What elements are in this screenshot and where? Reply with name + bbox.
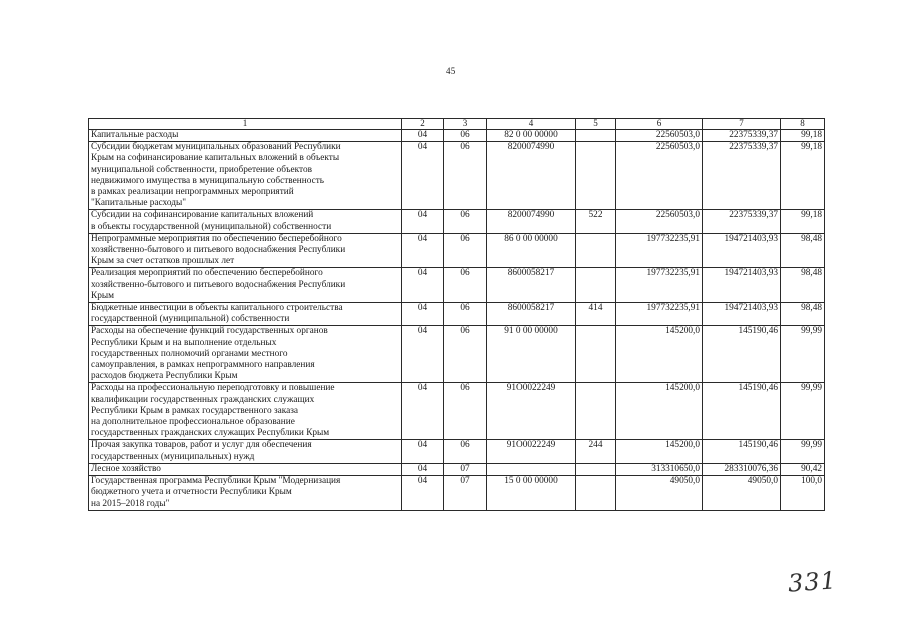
column-header: 3	[444, 119, 487, 130]
row-subsection: 06	[444, 268, 487, 303]
row-target-article: 8600058217	[487, 303, 576, 326]
column-header: 1	[89, 119, 402, 130]
row-section: 04	[402, 142, 444, 210]
handwritten-page-mark: 331	[787, 566, 838, 598]
row-description: Расходы на профессиональную переподготовку и повышение квалификации государственных гражданских служащих Республики Крым в рамках государственного заказа на дополнительное профессиональное образование государственных гражданских служащих Республики Крым	[89, 383, 402, 440]
row-planned-amount: 197732235,91	[616, 303, 703, 326]
row-percent: 99,99	[781, 326, 825, 383]
row-expense-type	[576, 130, 616, 142]
row-planned-amount: 145200,0	[616, 326, 703, 383]
row-subsection: 06	[444, 303, 487, 326]
row-section: 04	[402, 326, 444, 383]
column-header: 8	[781, 119, 825, 130]
row-section: 04	[402, 463, 444, 475]
row-expense-type	[576, 326, 616, 383]
row-planned-amount: 49050,0	[616, 476, 703, 511]
column-header: 6	[616, 119, 703, 130]
row-percent: 99,99	[781, 440, 825, 463]
row-section: 04	[402, 268, 444, 303]
row-description: Бюджетные инвестиции в объекты капитального строительства государственной (муниципальной) собственности	[89, 303, 402, 326]
row-subsection: 06	[444, 383, 487, 440]
row-actual-amount: 145190,46	[703, 440, 781, 463]
row-subsection: 06	[444, 142, 487, 210]
row-subsection: 07	[444, 463, 487, 475]
table-row	[89, 268, 825, 303]
row-actual-amount: 194721403,93	[703, 268, 781, 303]
row-expense-type	[576, 383, 616, 440]
row-section: 04	[402, 303, 444, 326]
row-section: 04	[402, 383, 444, 440]
row-planned-amount: 22560503,0	[616, 130, 703, 142]
row-actual-amount: 194721403,93	[703, 233, 781, 268]
row-actual-amount: 283310076,36	[703, 463, 781, 475]
row-subsection: 06	[444, 233, 487, 268]
row-planned-amount: 145200,0	[616, 383, 703, 440]
row-percent: 98,48	[781, 268, 825, 303]
table-row	[89, 440, 825, 463]
row-section: 04	[402, 130, 444, 142]
column-header: 7	[703, 119, 781, 130]
row-description: Прочая закупка товаров, работ и услуг для обеспечения государственных (муниципальных) нужд	[89, 440, 402, 463]
table-row	[89, 210, 825, 233]
row-description: Лесное хозяйство	[89, 463, 402, 475]
row-description: Реализация мероприятий по обеспечению бесперебойного хозяйственно-бытового и питьевого водоснабжения Республики Крым	[89, 268, 402, 303]
row-subsection: 06	[444, 326, 487, 383]
row-actual-amount: 49050,0	[703, 476, 781, 511]
row-target-article	[487, 463, 576, 475]
row-expense-type	[576, 476, 616, 511]
row-subsection: 06	[444, 440, 487, 463]
row-expense-type: 244	[576, 440, 616, 463]
row-expense-type	[576, 463, 616, 475]
row-percent: 90,42	[781, 463, 825, 475]
table-row	[89, 326, 825, 383]
row-description: Непрограммные мероприятия по обеспечению бесперебойного хозяйственно-бытового и питьевого водоснабжения Республики Крым за счет остатков прошлых лет	[89, 233, 402, 268]
row-target-article: 91 0 00 00000	[487, 326, 576, 383]
column-header: 2	[402, 119, 444, 130]
row-percent: 99,18	[781, 210, 825, 233]
row-expense-type: 522	[576, 210, 616, 233]
row-expense-type	[576, 268, 616, 303]
row-actual-amount: 145190,46	[703, 383, 781, 440]
row-section: 04	[402, 210, 444, 233]
row-percent: 99,18	[781, 142, 825, 210]
row-section: 04	[402, 476, 444, 511]
row-subsection: 06	[444, 210, 487, 233]
budget-table	[88, 118, 825, 511]
row-planned-amount: 22560503,0	[616, 210, 703, 233]
page-number: 45	[446, 66, 456, 76]
row-target-article: 86 0 00 00000	[487, 233, 576, 268]
row-planned-amount: 22560503,0	[616, 142, 703, 210]
row-expense-type	[576, 142, 616, 210]
row-target-article: 8200074990	[487, 142, 576, 210]
row-section: 04	[402, 440, 444, 463]
row-planned-amount: 197732235,91	[616, 268, 703, 303]
row-description: Субсидии на софинансирование капитальных вложений в объекты государственной (муниципальной) собственности	[89, 210, 402, 233]
row-expense-type	[576, 233, 616, 268]
row-planned-amount: 197732235,91	[616, 233, 703, 268]
row-expense-type: 414	[576, 303, 616, 326]
table-row	[89, 130, 825, 142]
row-target-article: 8200074990	[487, 210, 576, 233]
table-row	[89, 383, 825, 440]
row-actual-amount: 22375339,37	[703, 142, 781, 210]
row-actual-amount: 194721403,93	[703, 303, 781, 326]
row-subsection: 07	[444, 476, 487, 511]
table-row	[89, 142, 825, 210]
row-percent: 99,18	[781, 130, 825, 142]
row-description: Субсидии бюджетам муниципальных образований Республики Крым на софинансирование капитальных вложений в объекты муниципальной собственности, приобретение объектов недвижимого имущества в муниципальную собственность в рамках реализации непрограммных мероприятий "Капитальные расходы"	[89, 142, 402, 210]
row-target-article: 82 0 00 00000	[487, 130, 576, 142]
row-section: 04	[402, 233, 444, 268]
row-description: Капитальные расходы	[89, 130, 402, 142]
header-row	[89, 119, 825, 130]
row-target-article: 91О0022249	[487, 440, 576, 463]
row-planned-amount: 313310650,0	[616, 463, 703, 475]
table-row	[89, 303, 825, 326]
row-actual-amount: 22375339,37	[703, 210, 781, 233]
table-row	[89, 476, 825, 511]
row-actual-amount: 145190,46	[703, 326, 781, 383]
row-planned-amount: 145200,0	[616, 440, 703, 463]
row-percent: 100,0	[781, 476, 825, 511]
row-subsection: 06	[444, 130, 487, 142]
row-target-article: 8600058217	[487, 268, 576, 303]
row-percent: 98,48	[781, 233, 825, 268]
row-description: Государственная программа Республики Крым "Модернизация бюджетного учета и отчетности Республики Крым на 2015–2018 годы"	[89, 476, 402, 511]
row-actual-amount: 22375339,37	[703, 130, 781, 142]
row-target-article: 91О0022249	[487, 383, 576, 440]
row-percent: 98,48	[781, 303, 825, 326]
column-header: 5	[576, 119, 616, 130]
row-percent: 99,99	[781, 383, 825, 440]
table-row	[89, 233, 825, 268]
column-header: 4	[487, 119, 576, 130]
row-description: Расходы на обеспечение функций государственных органов Республики Крым и на выполнение отдельных государственных полномочий органами местного самоуправления, в рамках непрограммного направления расходов бюджета Республики Крым	[89, 326, 402, 383]
table-row	[89, 463, 825, 475]
row-target-article: 15 0 00 00000	[487, 476, 576, 511]
